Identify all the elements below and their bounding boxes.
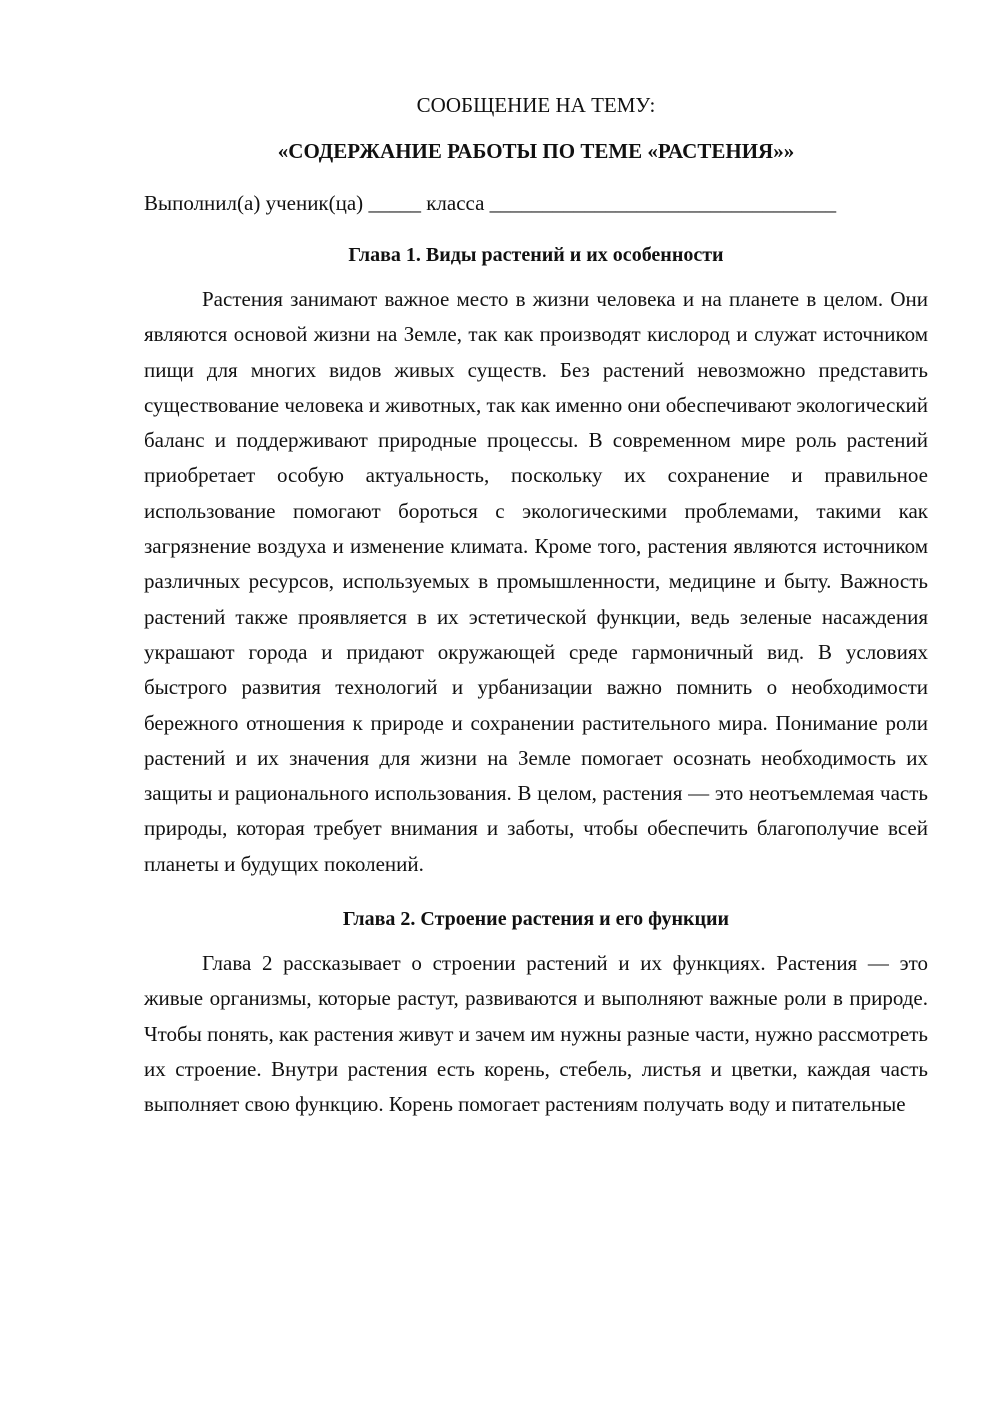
chapter-1-heading: Глава 1. Виды растений и их особенности (348, 244, 724, 266)
document-title-line-2: «СОДЕРЖАНИЕ РАБОТЫ ПО ТЕМЕ «РАСТЕНИЯ»» (277, 139, 795, 163)
student-name-blank: _________________________________ (489, 191, 837, 215)
class-word: класса (426, 191, 485, 215)
document-page (144, 90, 928, 1123)
signature-prefix: Выполнил(а) ученик(ца) (144, 191, 364, 215)
class-number-blank: _____ (368, 191, 421, 215)
chapter-2-paragraph: Глава 2 рассказывает о строении растений и их функциях. Растения — это живые организмы, которые растут, развиваются и выполняют важные роли в природе. Чтобы понять, как растения живут и зачем им нужны разные части, нужно рассмотреть их строение. Внутри растения есть корень, стебель, листья и цветки, каждая часть выполняет свою функцию. Корень помогает растениям получать воду и питательные (144, 951, 928, 1117)
chapter-2-heading: Глава 2. Строение растения и его функции (342, 908, 730, 931)
chapter-1-paragraph: Растения занимают важное место в жизни человека и на планете в целом. Они являются основой жизни на Земле, так как производят кислород и служат источником пищи для многих видов живых существ. Без растений невозможно представить существование человека и животных, так как именно они обеспечивают экологический баланс и поддерживают природные процессы. В современном мире роль растений приобретает особую актуальность, поскольку их сохранение и правильное использование помогают бороться с экологическими проблемами, такими как загрязнение воздуха и изменение климата. Кроме того, растения являются источником различных ресурсов, используемых в промышленности, медицине и быту. Важность растений также проявляется в их эстетической функции, ведь зеленые насаждения украшают города и придают окружающей среде гармоничный вид. В условиях быстрого развития технологий и урбанизации важно помнить о необходимости бережного отношения к природе и сохранении растительного мира. Понимание роли растений и их значения для жизни на Земле помогает осознать необходимость их защиты и рационального использования. В целом, растения — это неотъемлемая часть природы, которая требует внимания и заботы, чтобы обеспечить благополучие всей планеты и будущих поколений. (144, 287, 929, 876)
author-signature-line (144, 188, 928, 218)
document-title-line-1: СООБЩЕНИЕ НА ТЕМУ: (416, 93, 656, 117)
